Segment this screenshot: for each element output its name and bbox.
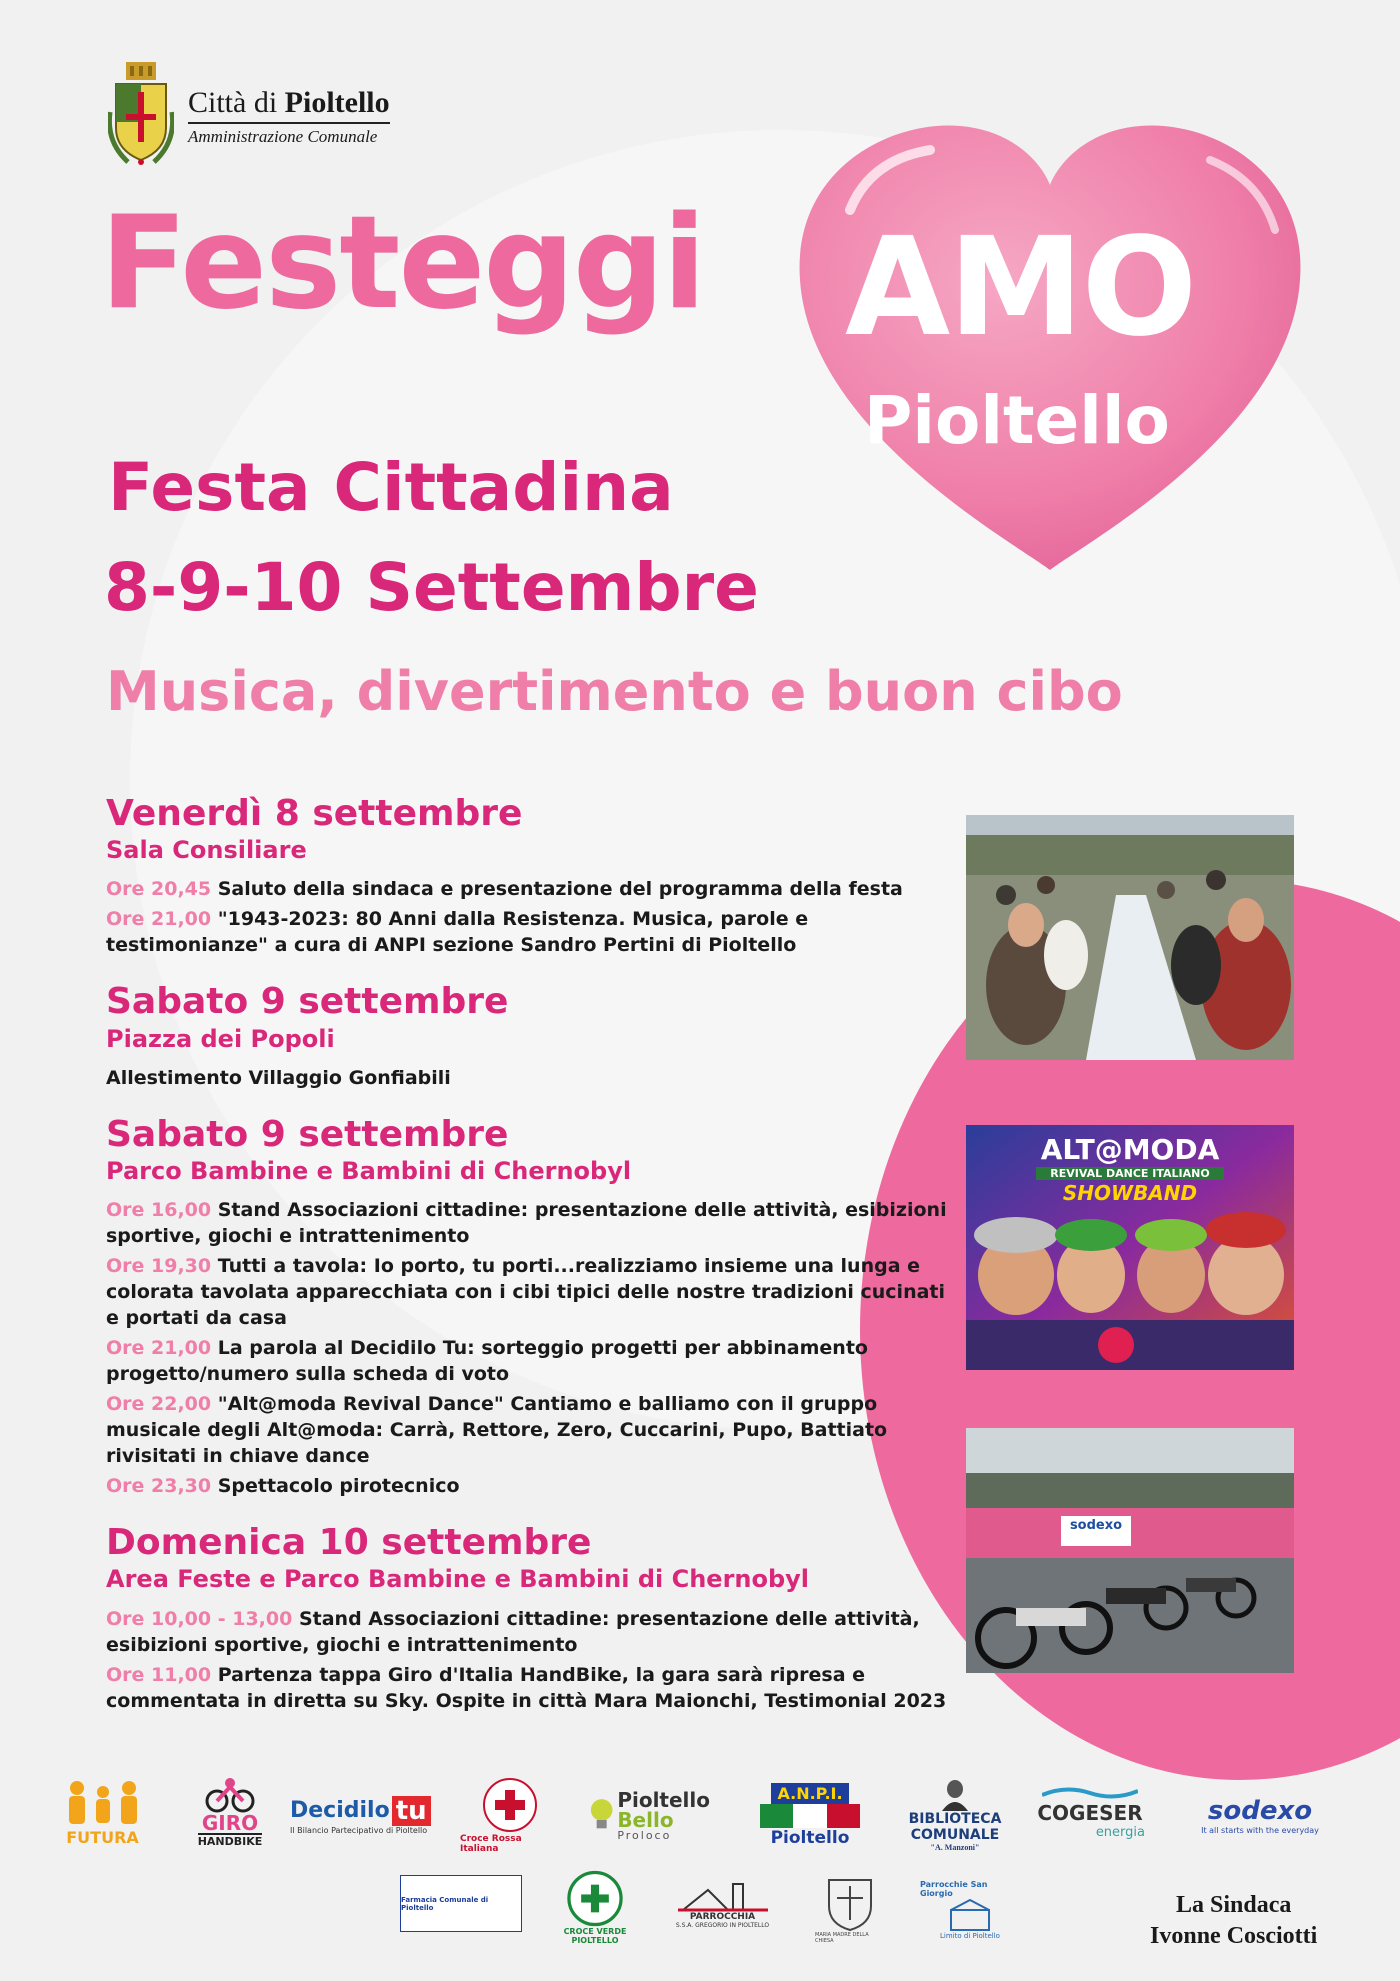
decidilo-label: Decidilo [290,1798,390,1823]
maria-madre-label: MARIA MADRE DELLA CHIESA [815,1932,869,1944]
item-time: Ore 10,00 - 13,00 [106,1607,293,1630]
anpi-sub: Pioltello [770,1827,850,1848]
parrocchia-label: PARROCCHIA [689,1911,756,1922]
logo-decidilo-tu [290,1780,430,1850]
program-item [106,1335,956,1387]
item-text: Spettacolo pirotecnico [211,1475,460,1498]
signature [1150,1890,1317,1952]
sponsor-logos-row-1 [60,1770,1360,1860]
cogeser-sub: energia [1095,1825,1145,1840]
day-block [106,1521,956,1713]
cogeser-wave-icon [1042,1785,1138,1801]
title-festeggi: Festeggi [100,189,705,338]
program-schedule [106,792,956,1718]
item-time: Ore 11,00 [106,1663,212,1686]
program-item [106,1606,956,1658]
city-name-bold: Pioltello [284,86,390,119]
program-item [106,1662,956,1714]
subtitle-festa: Festa Cittadina [108,449,674,526]
title-pioltello: Pioltello [864,382,1170,459]
header [108,62,390,166]
decidilo-wordmark [290,1796,431,1826]
handbike-image [966,1428,1294,1673]
biblioteca-line2: COMUNALE [910,1826,1000,1843]
program-item [106,1253,956,1331]
day-title: Sabato 9 settembre [106,981,509,1023]
tagline: Musica, divertimento e buon cibo [106,660,1123,723]
farmacia-label: Farmacia Comunale di Pioltello [401,1895,489,1912]
green-cross-icon [560,1870,630,1927]
manzoni-portrait-icon [940,1779,970,1811]
logo-croce-rossa [460,1770,560,1860]
item-time: Ore 21,00 [106,908,212,931]
day-block [106,980,956,1090]
sponsor-logos-row-2 [390,1870,1040,1965]
title-amo: AMO [845,209,1196,367]
item-text: Partenza tappa Giro d'Italia HandBike, la gara sarà ripresa e commentata in diretta su Sky. Ospite in città Mara Maionchi, Testimonial 2023 [106,1663,947,1712]
city-text [188,62,390,147]
croce-rossa-label: Croce Rossa Italiana [460,1834,522,1854]
logo-biblioteca [900,1770,1010,1860]
red-cross-icon [481,1776,539,1834]
item-text: "1943-2023: 80 Anni dalla Resistenza. Musica, parole e testimonianze" a cura di ANPI sezione Sandro Pertini di Pioltello [106,908,809,957]
tu-label: tu [392,1796,431,1826]
item-text: Saluto della sindaca e presentazione del programma della festa [211,878,903,901]
lightbulb-icon [590,1793,613,1837]
program-item [106,1391,956,1469]
program-item [106,1197,956,1249]
day-place: Sala Consiliare [106,836,307,865]
program-item [106,1065,956,1091]
logo-futura [60,1770,145,1855]
photo-altmoda [966,1125,1294,1370]
item-text: Tutti a tavola: Io porto, tu porti...realizziamo insieme una lunga e colorata tavolata apparecchiata con i cibi tipici delle nostre tradizioni cucinati e portati da casa [106,1255,946,1330]
handbike-label: HANDBIKE [197,1835,263,1848]
logo-pioltello-bello [590,1780,710,1850]
city-prefix: Città di [188,86,285,119]
day-title: Venerdì 8 settembre [106,793,523,834]
futura-people-icon [63,1778,143,1828]
biblioteca-line1: BIBLIOTECA [908,1810,1002,1827]
logo-giro-handbike [180,1770,280,1855]
tavolata-image [966,815,1294,1060]
sodexo-label: sodexo [1207,1795,1313,1826]
program-item [106,1473,956,1499]
pioltello-bello-line2: Bello [617,1807,674,1832]
item-time: Ore 22,00 [106,1393,212,1416]
program-item [106,876,956,902]
sodexo-sub: It all starts with the everyday [1201,1825,1319,1835]
logo-parrocchie-limito [920,1870,1020,1950]
event-dates: 8-9-10 Settembre [104,549,759,626]
city-administration: Amministrazione Comunale [188,122,390,147]
photo-tavolata [966,815,1294,1060]
pioltello-bello-line3: Proloco [617,1828,672,1842]
biblioteca-line3: "A. Manzoni" [930,1842,980,1852]
decidilo-sub: Il Bilancio Partecipativo di Pioltello [290,1825,428,1835]
handbike-icon [205,1777,255,1813]
logo-croce-verde [560,1870,630,1945]
giro-label: GIRO [201,1811,259,1835]
day-place: Area Feste e Parco Bambine e Bambini di Chernobyl [106,1565,810,1594]
city-name [188,86,390,120]
logo-cogeser [1035,1775,1145,1850]
croce-verde-label: CROCE VERDE [563,1927,627,1936]
item-time: Ore 21,00 [106,1337,212,1360]
parrocchie-label: Parrocchie San Giorgio [920,1880,988,1898]
day-place: Piazza dei Popoli [106,1024,335,1053]
day-place: Parco Bambine e Bambini di Chernobyl [106,1156,632,1185]
item-text: Stand Associazioni cittadine: presentazione delle attività, esibizioni sportive, giochi e intrattenimento [106,1607,920,1656]
item-text: Stand Associazioni cittadine: presentazione delle attività, esibizioni sportive, giochi e intrattenimento [106,1199,947,1248]
logo-maria-madre [815,1870,885,1950]
anpi-label: A.N.P.I. [771,1783,848,1804]
logo-parrocchia [665,1875,780,1935]
day-title: Sabato 9 settembre [106,1113,509,1155]
altmoda-title: ALT@MODA [1040,1133,1220,1166]
item-text: La parola al Decidilo Tu: sorteggio progetti per abbinamento progetto/numero sulla scheda di voto [106,1337,868,1386]
pioltello-bello-text [617,1787,710,1842]
item-time: Ore 20,45 [106,878,212,901]
item-text: "Alt@moda Revival Dance" Cantiamo e balliamo con il gruppo musicale degli Alt@moda: Carrà, Rettore, Zero, Cuccarini, Pupo, Battiato rivisitati in chiave dance [106,1393,888,1468]
city-crest-icon [108,62,174,166]
program-item [106,906,826,958]
church-building-icon [945,1898,995,1932]
futura-label: FUTURA [66,1828,139,1847]
day-block [106,792,956,958]
item-time: Ore 23,30 [106,1475,212,1498]
anpi-flag-icon [760,1804,860,1828]
handbike-banner-text: sodexo [1069,1518,1123,1533]
altmoda-subtitle: REVIVAL DANCE ITALIANO [1036,1167,1224,1180]
shield-icon [825,1876,875,1932]
logo-farmacia [400,1875,522,1932]
signature-name: Ivonne Cosciotti [1150,1923,1318,1950]
parrocchia-sub: S.S.A. GREGORIO IN PIOLTELLO [675,1921,770,1929]
logo-sodexo [1190,1780,1330,1850]
altmoda-band: SHOWBAND [1062,1181,1198,1205]
signature-role: La Sindaca [1175,1892,1292,1918]
photo-handbike [966,1428,1294,1673]
parrocchie-sub: Limito di Pioltello [940,1932,1000,1940]
day-title: Domenica 10 settembre [106,1522,592,1564]
day-block [106,1113,956,1499]
church-icon [678,1882,768,1912]
logo-anpi [755,1770,865,1860]
croce-verde-sub: PIOLTELLO [571,1936,619,1945]
item-time: Ore 19,30 [106,1255,212,1278]
item-time: Ore 16,00 [106,1199,212,1222]
item-text: Allestimento Villaggio Gonfiabili [106,1066,451,1089]
cogeser-label: COGESER [1037,1801,1143,1825]
pioltello-bello-line1: Pioltello [617,1787,710,1812]
